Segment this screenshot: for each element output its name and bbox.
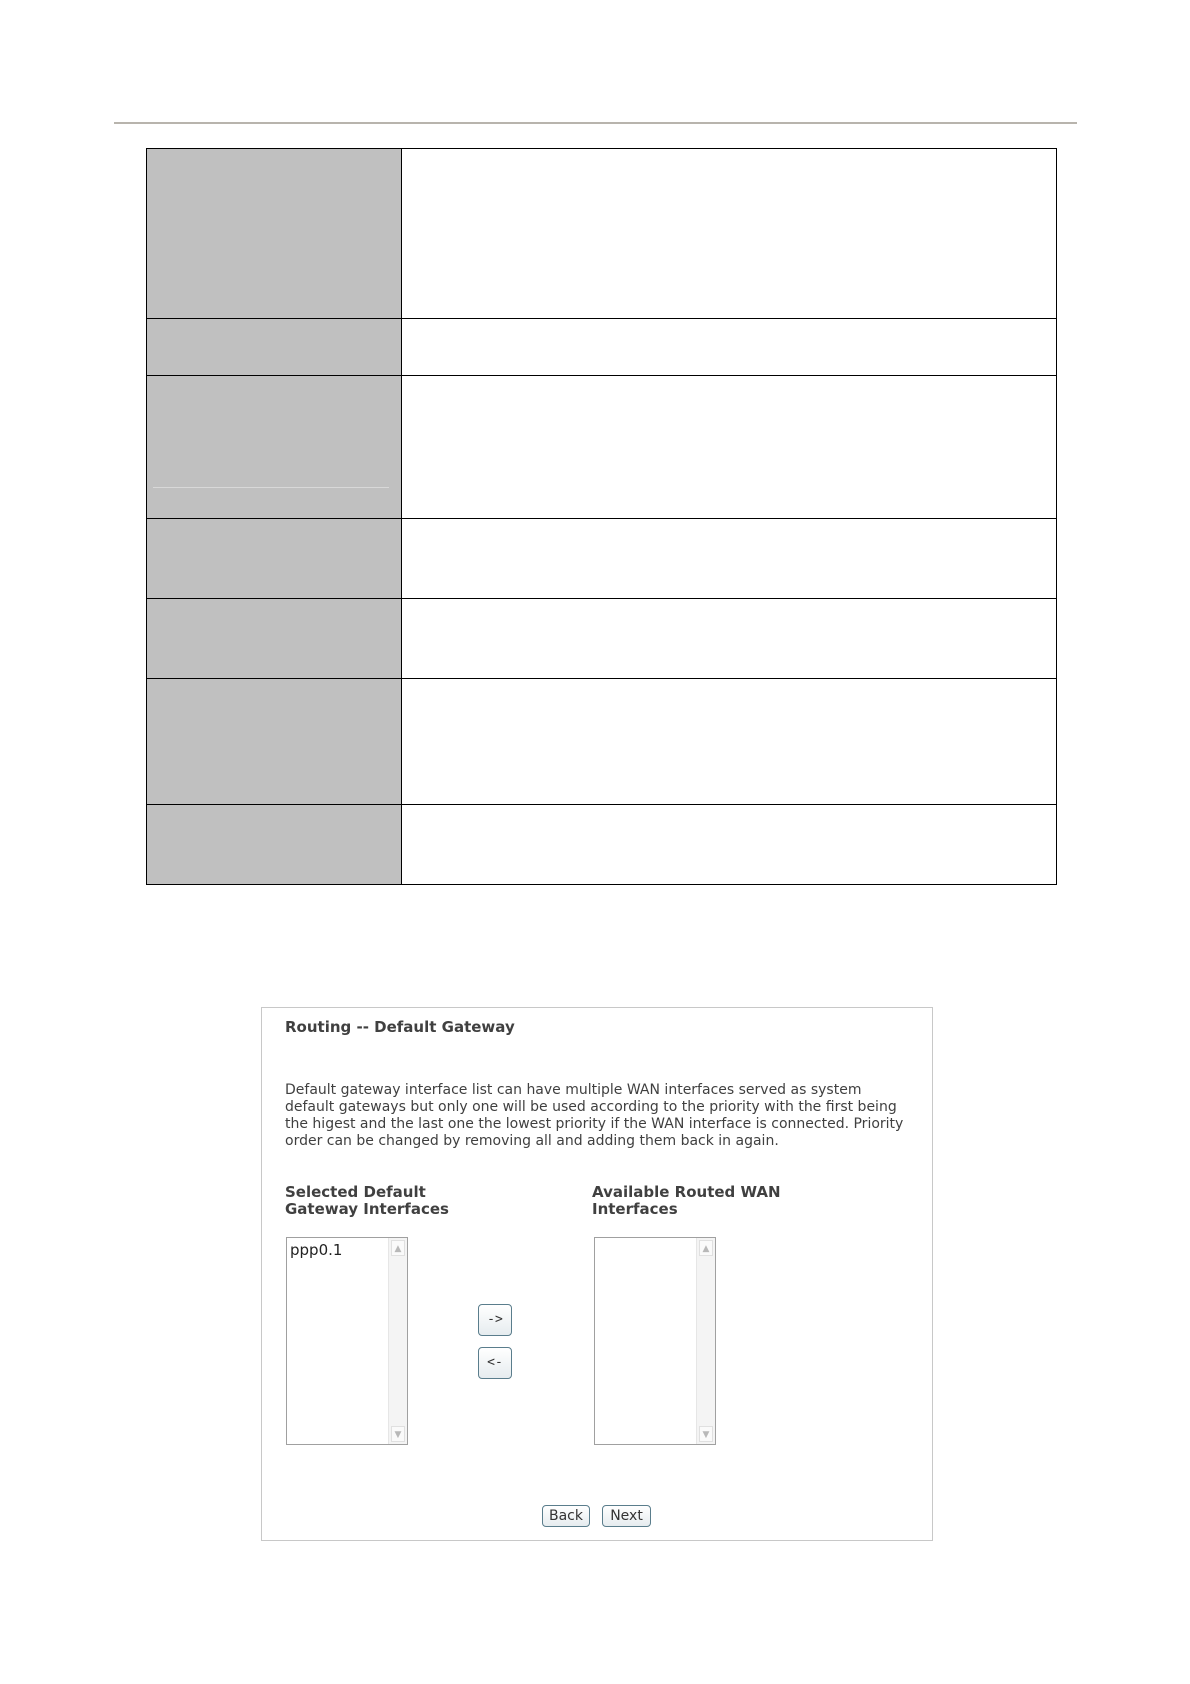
scroll-down-icon[interactable]: ▼	[699, 1426, 713, 1442]
param-label-cell	[147, 319, 402, 376]
scroll-down-icon[interactable]: ▼	[391, 1426, 405, 1442]
param-value-cell	[402, 805, 1057, 885]
param-value-cell	[402, 376, 1057, 519]
param-value-cell	[402, 599, 1057, 679]
add-interface-button[interactable]: ->	[478, 1304, 512, 1336]
table-row	[147, 149, 1057, 319]
available-wan-header: Available Routed WAN Interfaces	[592, 1183, 781, 1218]
param-value-cell	[402, 319, 1057, 376]
scroll-up-icon[interactable]: ▲	[699, 1240, 713, 1256]
divider	[153, 487, 389, 488]
table-row	[147, 805, 1057, 885]
param-label-cell	[147, 519, 402, 599]
scrollbar[interactable]	[696, 1238, 715, 1444]
available-wan-listbox[interactable]	[594, 1237, 716, 1445]
header-rule	[114, 122, 1077, 124]
scroll-up-icon[interactable]: ▲	[391, 1240, 405, 1256]
selected-gateways-header: Selected Default Gateway Interfaces	[285, 1183, 449, 1218]
table-row	[147, 599, 1057, 679]
parameter-table	[146, 148, 1057, 885]
param-label-cell	[147, 805, 402, 885]
remove-interface-button[interactable]: <-	[478, 1347, 512, 1379]
param-label-cell	[147, 149, 402, 319]
table-row	[147, 519, 1057, 599]
list-item[interactable]: ppp0.1	[290, 1241, 343, 1259]
param-label-cell	[147, 376, 402, 519]
back-button[interactable]: Back	[542, 1505, 590, 1527]
default-gateway-panel	[261, 1007, 933, 1541]
selected-gateways-listbox[interactable]	[286, 1237, 408, 1445]
param-value-cell	[402, 149, 1057, 319]
table-row	[147, 679, 1057, 805]
param-label-cell	[147, 599, 402, 679]
table-row	[147, 376, 1057, 519]
param-label-cell	[147, 679, 402, 805]
param-value-cell	[402, 679, 1057, 805]
page-description: Default gateway interface list can have multiple WAN interfaces served as system default gateways but only one will be used according to the priority with the first being the higest and the last one the lowest priority if the WAN interface is connected. Priority order can be changed by removing all and adding them back in again.	[285, 1082, 904, 1149]
scrollbar[interactable]	[388, 1238, 407, 1444]
next-button[interactable]: Next	[602, 1505, 651, 1527]
page-title: Routing -- Default Gateway	[285, 1018, 515, 1036]
table-row	[147, 319, 1057, 376]
param-value-cell	[402, 519, 1057, 599]
